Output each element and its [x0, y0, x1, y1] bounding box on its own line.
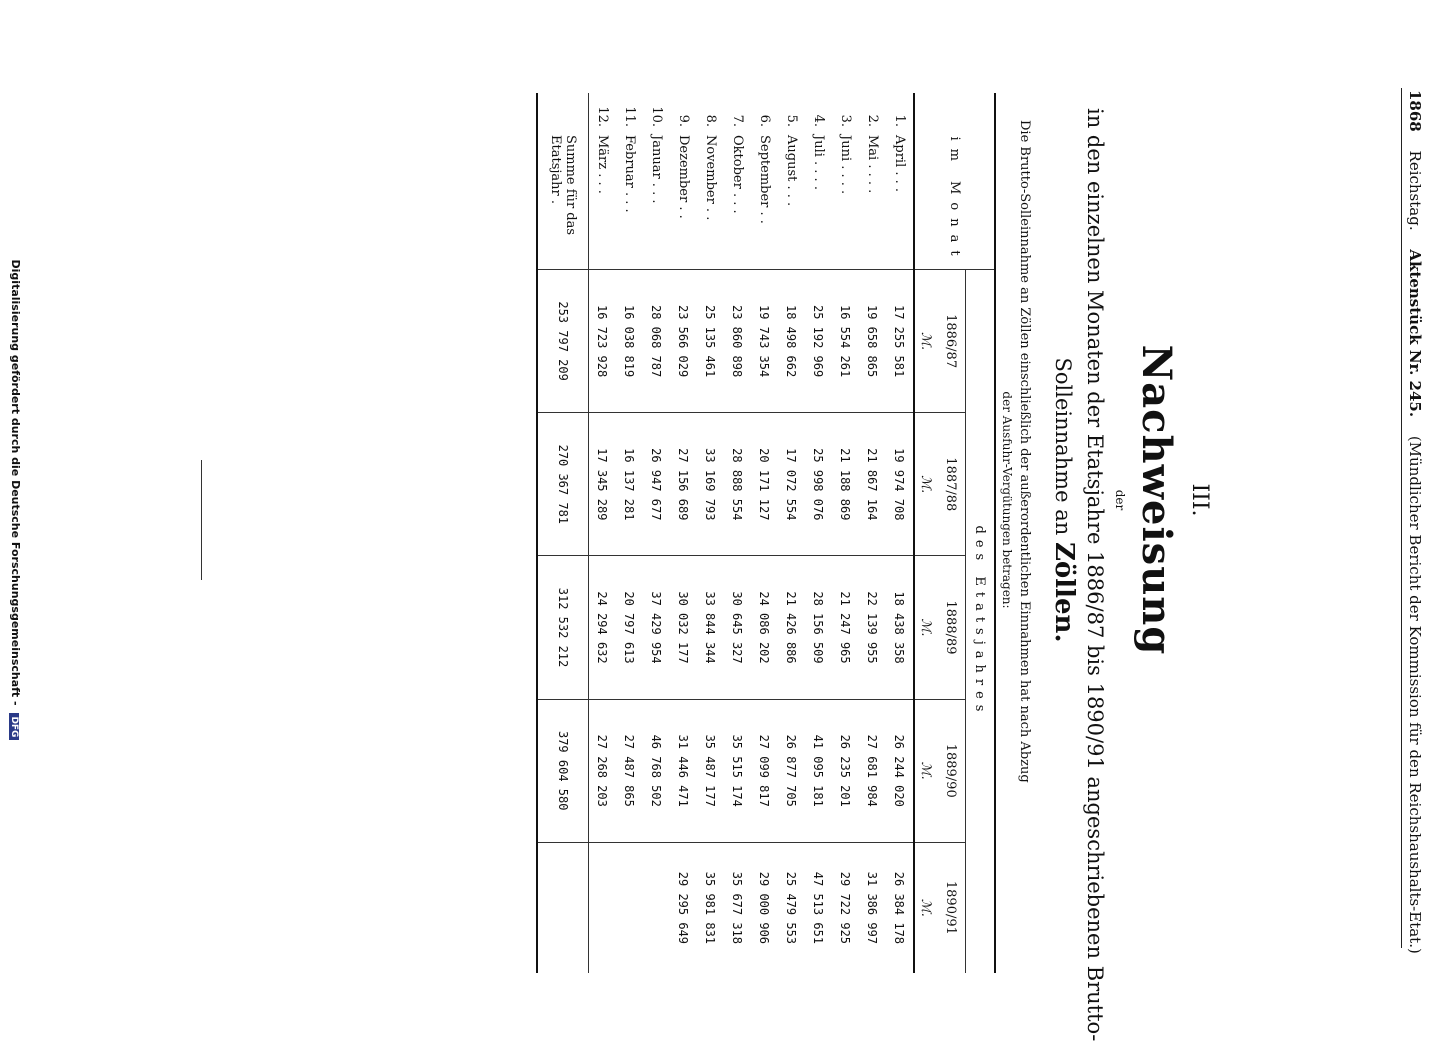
sum-label: Summe für das Etatsjahr .: [537, 131, 589, 270]
value-cell: 16 723 928: [589, 270, 617, 413]
subtitle-line-2-prefix: Solleinnahme an: [1051, 357, 1075, 536]
subtitle-line-2: [1049, 0, 1079, 1000]
value-cell: 16 554 261: [832, 270, 859, 413]
running-header: [1406, 90, 1424, 954]
value-cell: 16 137 281: [616, 413, 643, 556]
table-row: [589, 93, 617, 973]
table-row: [724, 93, 751, 973]
row-month: Oktober . . .: [730, 135, 745, 214]
table-row: [697, 93, 724, 973]
sum-cell: 312 532 212: [537, 556, 589, 699]
value-cell: 29 722 925: [832, 842, 859, 973]
row-index: 9.: [676, 114, 691, 127]
value-cell: 26 947 677: [643, 413, 670, 556]
value-cell: 23 566 029: [670, 270, 697, 413]
value-cell: 27 099 817: [751, 699, 778, 842]
value-cell: 26 384 178: [886, 842, 914, 973]
sum-index: [537, 93, 589, 131]
value-cell: 30 645 327: [724, 556, 751, 699]
index-header: [914, 93, 995, 131]
value-cell: 18 498 662: [778, 270, 805, 413]
sum-cell: 253 797 209: [537, 270, 589, 413]
stray-rule: [201, 460, 202, 580]
value-cell: 28 888 554: [724, 413, 751, 556]
table-row: [859, 93, 886, 973]
value-cell: 19 743 354: [751, 270, 778, 413]
header-body: Reichstag.: [1406, 150, 1424, 231]
value-cell: 25 135 461: [697, 270, 724, 413]
value-cell: 17 345 289: [589, 413, 617, 556]
value-cell: 31 386 997: [859, 842, 886, 973]
header-appendix: Aktenstück Nr. 245.: [1406, 249, 1424, 418]
value-cell: 37 429 954: [643, 556, 670, 699]
value-cell: 31 446 471: [670, 699, 697, 842]
row-month: Juli . . . .: [811, 135, 826, 190]
value-cell: 24 086 202: [751, 556, 778, 699]
sum-cell: [537, 842, 589, 973]
row-month: Dezember . .: [676, 135, 691, 219]
subtitle-line-2-bold: Zöllen.: [1049, 541, 1079, 643]
row-month: Januar . . .: [649, 135, 664, 204]
sum-cell: 270 367 781: [537, 413, 589, 556]
unit-label: ℳ.: [914, 270, 937, 413]
row-month: August . . .: [784, 135, 799, 207]
unit-label: ℳ.: [914, 699, 937, 842]
value-cell: 21 426 886: [778, 556, 805, 699]
row-index: 10.: [649, 106, 664, 127]
value-cell: 26 235 201: [832, 699, 859, 842]
value-cell: 28 068 787: [643, 270, 670, 413]
row-index: 2.: [865, 114, 880, 127]
header-report: (Mündlicher Bericht der Kommission für den Reichshaushalts-Etat.): [1406, 435, 1424, 954]
table-row: [616, 93, 643, 973]
value-cell: 27 156 689: [670, 413, 697, 556]
row-month: Februar . . .: [622, 135, 637, 213]
table-row: [751, 93, 778, 973]
row-index: 6.: [757, 114, 772, 127]
digitization-note: [9, 0, 22, 1000]
value-cell: 29 295 649: [670, 842, 697, 973]
year-header: 1890/91: [937, 842, 966, 973]
year-header: 1886/87: [937, 270, 966, 413]
value-cell: 25 192 969: [805, 270, 832, 413]
subtitle-line-1: in den einzelnen Monaten der Etatsjahre 1886/87 bis 1890/91 angeschriebenen Brutto-: [1083, 108, 1107, 1041]
table-row: [643, 93, 670, 973]
row-index: 5.: [784, 114, 799, 127]
row-month: Juni . . . .: [838, 135, 853, 195]
row-index: 1.: [892, 114, 907, 127]
unit-label: ℳ.: [914, 842, 937, 973]
row-month: November . .: [703, 135, 718, 221]
table-row: [778, 93, 805, 973]
value-cell: 25 998 076: [805, 413, 832, 556]
header-rule: [1401, 88, 1402, 948]
value-cell: 25 479 553: [778, 842, 805, 973]
table-row: [670, 93, 697, 973]
unit-label: ℳ.: [914, 413, 937, 556]
year-header: 1889/90: [937, 699, 966, 842]
sum-row: [537, 93, 589, 973]
row-month: März . . .: [595, 135, 610, 194]
dfg-logo: DFG: [9, 713, 19, 740]
note-line-1: Die Brutto-Solleinnahme an Zöllen einschließlich der außerordentlichen Einnahmen hat nach Abzug: [1017, 120, 1032, 783]
value-cell: 17 072 554: [778, 413, 805, 556]
row-index: 12.: [595, 106, 610, 127]
row-month: Mai . . . .: [865, 135, 880, 194]
value-cell: 19 658 865: [859, 270, 886, 413]
table-row: [886, 93, 914, 973]
note-line-2: der Ausfuhr-Vergütungen betragen:: [1000, 391, 1014, 609]
value-cell: 22 139 955: [859, 556, 886, 699]
row-month: April . . .: [892, 135, 907, 193]
table-row: [832, 93, 859, 973]
year-group-header: des Etatsjahres: [966, 270, 996, 974]
row-index: 3.: [838, 114, 853, 127]
value-cell: 17 255 581: [886, 270, 914, 413]
value-cell: 18 438 358: [886, 556, 914, 699]
unit-label: ℳ.: [914, 556, 937, 699]
row-index: 4.: [811, 114, 826, 127]
table-row: [805, 93, 832, 973]
value-cell: 27 268 203: [589, 699, 617, 842]
value-cell: [589, 842, 617, 973]
value-cell: 21 867 164: [859, 413, 886, 556]
value-cell: 23 860 898: [724, 270, 751, 413]
value-cell: 35 487 177: [697, 699, 724, 842]
digitization-text: Digitalisierung gefördert durch die Deutsche Forschungsgemeinschaft -: [9, 259, 22, 706]
value-cell: 33 169 793: [697, 413, 724, 556]
value-cell: 26 877 705: [778, 699, 805, 842]
section-number: III.: [1187, 483, 1212, 517]
page-number: 1868: [1406, 90, 1424, 132]
value-cell: 46 768 502: [643, 699, 670, 842]
row-index: 8.: [703, 114, 718, 127]
value-cell: 27 681 984: [859, 699, 886, 842]
value-cell: 35 981 831: [697, 842, 724, 973]
value-cell: 27 487 865: [616, 699, 643, 842]
value-cell: 33 844 344: [697, 556, 724, 699]
value-cell: 29 000 906: [751, 842, 778, 973]
value-cell: 41 095 181: [805, 699, 832, 842]
value-cell: 35 677 318: [724, 842, 751, 973]
value-cell: 26 244 020: [886, 699, 914, 842]
value-cell: 20 797 613: [616, 556, 643, 699]
row-index: 11.: [622, 106, 637, 127]
value-cell: 19 974 708: [886, 413, 914, 556]
value-cell: 47 513 651: [805, 842, 832, 973]
year-header: 1887/88: [937, 413, 966, 556]
customs-revenue-table: [536, 93, 996, 973]
sum-cell: 379 604 580: [537, 699, 589, 842]
value-cell: 20 171 127: [751, 413, 778, 556]
month-header: im Monat: [947, 136, 962, 264]
document-title: Nachweisung: [1133, 344, 1180, 656]
value-cell: [643, 842, 670, 973]
title-connector: der: [1113, 489, 1127, 511]
value-cell: 16 038 819: [616, 270, 643, 413]
table-body: [589, 93, 915, 973]
value-cell: 21 188 869: [832, 413, 859, 556]
value-cell: 24 294 632: [589, 556, 617, 699]
row-month: September . .: [757, 135, 772, 224]
value-cell: 35 515 174: [724, 699, 751, 842]
year-header: 1888/89: [937, 556, 966, 699]
value-cell: [616, 842, 643, 973]
value-cell: 30 032 177: [670, 556, 697, 699]
value-cell: 21 247 965: [832, 556, 859, 699]
row-index: 7.: [730, 114, 745, 127]
value-cell: 28 156 509: [805, 556, 832, 699]
